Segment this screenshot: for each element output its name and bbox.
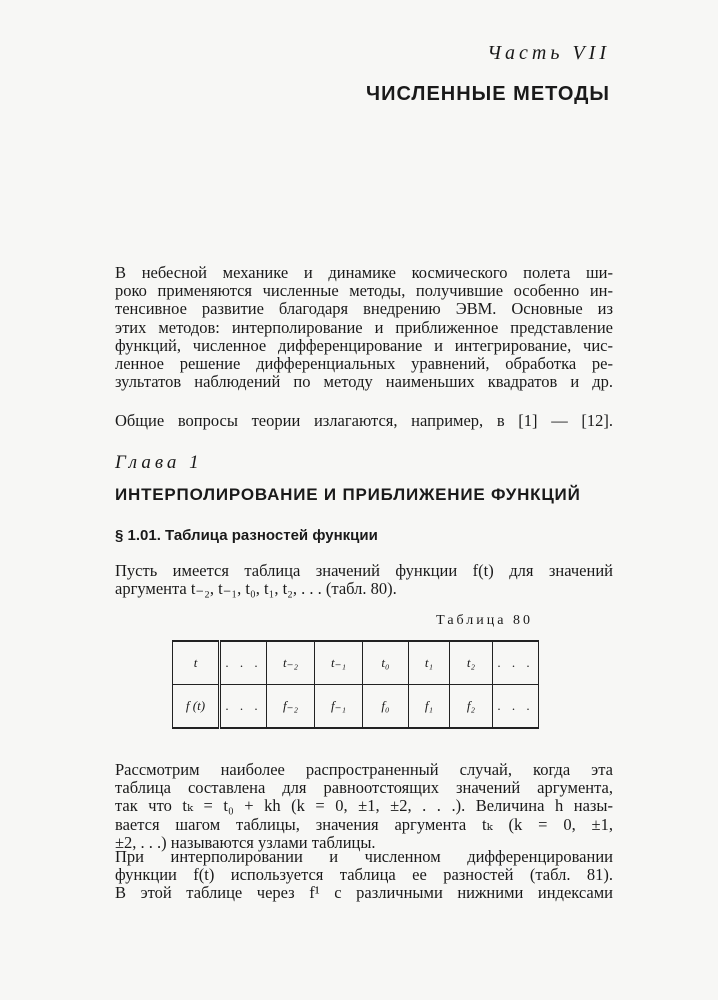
text-line: ±2, . . .) называются узлами таблицы.	[115, 832, 376, 852]
text-line: При интерполировании и численном дифференцировании	[115, 847, 613, 866]
part-title: ЧИСЛЕННЫЕ МЕТОДЫ	[366, 83, 610, 105]
text-line: Рассмотрим наиболее распространенный случай, когда эта	[115, 760, 613, 779]
text-line: тенсивное развитие благодаря внедрению ЭВМ. Основные из	[115, 299, 613, 319]
consider-paragraph	[115, 761, 613, 852]
table-cell: f₁	[409, 685, 450, 729]
text-line: функции f(t) используется таблица ее разностей (табл. 81).	[115, 865, 613, 885]
intro-paragraph	[115, 264, 613, 391]
text-line: зультатов наблюдений по методу наименьших квадратов и др.	[115, 372, 613, 392]
table-cell: t₀	[363, 641, 409, 685]
table-cell: t₂	[450, 641, 493, 685]
text-line: В небесной механике и динамике космического полета ши-	[115, 263, 613, 282]
table-cell: f₀	[363, 685, 409, 729]
table-cell: . . .	[493, 685, 539, 729]
text-line: функций, численное дифференцирование и интегрирование, чис-	[115, 335, 613, 355]
text-line: В этой таблице через f¹ с различными нижними индексами	[115, 883, 613, 903]
table-row	[173, 641, 539, 685]
references-paragraph	[115, 412, 613, 430]
text-line: Общие вопросы теории излагаются, например, в [1] — [12].	[115, 411, 613, 430]
table-cell: t₋₂	[267, 641, 315, 685]
text-line: роко применяются численные методы, получившие особенно ин-	[115, 281, 613, 301]
text-line: таблица составлена для равноотстоящих значений аргумента,	[115, 778, 613, 798]
table-cell: t₋₁	[315, 641, 363, 685]
interpolation-paragraph	[115, 848, 613, 903]
table-cell: . . .	[220, 641, 267, 685]
table-cell: f₂	[450, 685, 493, 729]
table-cell: t	[173, 641, 220, 685]
table-cell: . . .	[220, 685, 267, 729]
text-line: ленное решение дифференциальных уравнений, обработка ре-	[115, 354, 613, 374]
table-caption: Таблица 80	[436, 613, 533, 628]
chapter-title: ИНТЕРПОЛИРОВАНИЕ И ПРИБЛИЖЕНИЕ ФУНКЦИЙ	[115, 485, 581, 504]
table-intro-paragraph	[115, 562, 613, 598]
text-line: аргумента t₋₂, t₋₁, t₀, t₁, t₂, . . . (табл. 80).	[115, 579, 397, 599]
table-row	[173, 685, 539, 729]
text-line: так что tₖ = t₀ + kh (k = 0, ±1, ±2, . . .). Величина h назы-	[115, 796, 613, 816]
table-cell: f₋₂	[267, 685, 315, 729]
text-line: этих методов: интерполирование и приближенное представление	[115, 317, 613, 337]
table-cell: f₋₁	[315, 685, 363, 729]
text-line: Пусть имеется таблица значений функции f(t) для значений	[115, 561, 613, 580]
difference-table	[172, 640, 539, 729]
part-label: Часть VII	[487, 42, 610, 64]
table-cell: . . .	[493, 641, 539, 685]
chapter-label: Глава 1	[115, 452, 203, 473]
table-cell: t₁	[409, 641, 450, 685]
table-cell: f (t)	[173, 685, 220, 729]
text-line: вается шагом таблицы, значения аргумента tₖ (k = 0, ±1,	[115, 814, 613, 834]
section-title: § 1.01. Таблица разностей функции	[115, 527, 378, 544]
